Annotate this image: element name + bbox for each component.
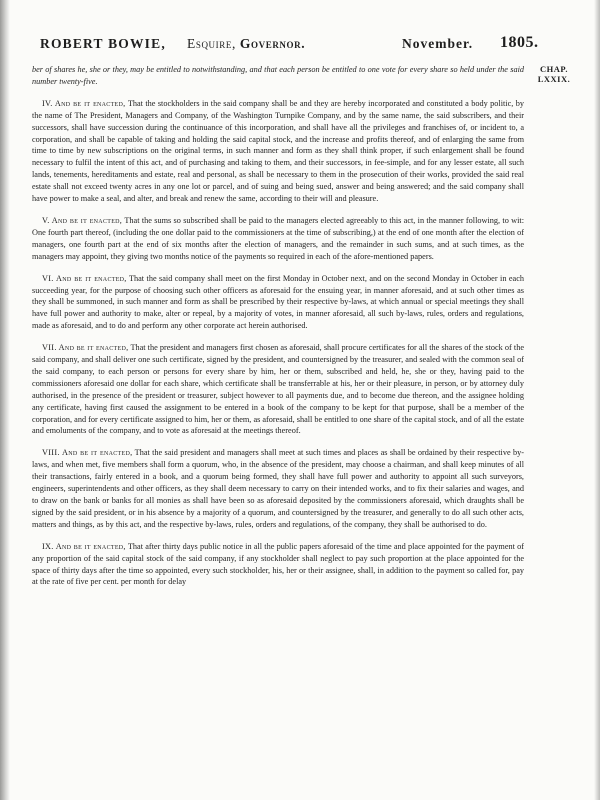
chapter-number: LXXIX. — [537, 74, 571, 84]
paragraph-section-v — [32, 215, 524, 263]
paragraph-text: That the president and managers first chosen as aforesaid, shall procure certificates for all the shares of the stock of the said company, and shall deliver one such certificate, signed by the president, and countersigned by the treasurer, and sealed with the common seal of the said company, to each person or persons for every share by him, her or them, subscribed and held, he, she or they, having paid to the commissioners aforesaid one dollar for each share, which certificate shall be transferrable at his, her or their pleasure, in person, or by attorney duly authorised, in the presence of the president or treasurer, subject however to all payments due, and to become due thereon, and the assignee holding any certificate, having first caused the assignment to be entered in a book of the company to be kept for that purpose, shall be a member of the corporation, and for every certificate assigned to him, her or them, as aforesaid, shall be entitled to one share of the capital stock, and of all the estate and emoluments of the company, and to vote as aforesaid at the meetings thereof. — [32, 343, 524, 436]
section-heading: VI. And be it enacted, — [42, 273, 127, 283]
header-esquire: Esquire, — [187, 36, 236, 51]
paragraph-text: That the sums so subscribed shall be paid to the managers elected agreeably to this act, in the manner following, to wit: One fourth part thereof, (including the one dollar paid to the commissioners at the time of subscribing,) at the end of one month after the election of managers, one fourth part at the end of six months after the election of managers, and the remainder in such sums, and at such times, as the managers may appoint, they giving two months notice of the payments so required in each of the afore-mentioned papers. — [32, 215, 524, 261]
paragraph-section-vii — [32, 342, 524, 437]
header-title — [187, 36, 305, 52]
chapter-sidenote — [529, 64, 579, 84]
paragraph-section-iv — [32, 98, 524, 205]
paragraph-text: That the stockholders in the said company shall be and they are hereby incorporated and constituted a body politic, by the name of The President, Managers and Company, of the Washington Turnpike Company, and by the same name, the said subscribers, and their successors, shall have succession during the continuance of this incorporation, and shall have all the privileges and franchises of, or incident to, a corporation, and shall be capable of taking and holding the said capital stock, and the increase and profits thereof, and of enlarging the same from time to time by new subscriptions on the original terms, in such manner and form as they shall think proper, if such enlargement shall be found necessary to fulfil the intent of this act, and of purchasing and taking to them, and their successors, in fee-simple, and for any lesser estate, all such lands, tenements, hereditaments and estate, real and personal, as shall be necessary to them in the prosecution of their works, provided the said real estate shall not exceed twenty acres in any one lot or parcel, and of suing and being sued, answer and being answered; and the said company shall have power to make a seal, and alter, and break and renew the same, according to their will and pleasure. — [32, 98, 524, 204]
section-heading: VII. And be it enacted, — [42, 343, 129, 353]
paragraph-section-vi — [32, 273, 524, 333]
header-name: ROBERT BOWIE, — [40, 36, 166, 51]
header-governor: Governor. — [239, 36, 306, 51]
paragraph-section-viii — [32, 447, 524, 530]
page-edge-shadow — [594, 0, 600, 800]
paragraph-continuation — [32, 64, 524, 88]
header-year: 1805. — [500, 34, 539, 51]
section-heading: V. And be it enacted, — [42, 215, 123, 225]
paragraph-text: That the said president and managers shall meet at such times and places as shall be ordained by their respective by-laws, and when met, five members shall form a quorum, who, in the absence of the president, may choose a chairman, and shall keep minutes of all their transactions, fairly entered in a book, and a quorum being formed, they shall have full power and authority to appoint all such surveyors, engineers, superintendents and other officers, as they shall deem necessary to carry on their intended works, and to fix their salaries and wages, and to draw on the bank or banks for all monies as shall have been so as aforesaid deposited by the commissioners aforesaid, which draughts shall be signed by the said president, or in his absence by a majority of a quorum, and countersigned by the treasurer, and generally to do all such other acts, matters and things, as by this act, and the respective by-laws, rules, orders and regulations, of the company, they shall be authorised to do. — [32, 448, 524, 529]
section-heading: VIII. And be it enacted, — [42, 448, 133, 458]
paragraph-section-ix — [32, 541, 524, 589]
section-heading: IX. And be it enacted, — [42, 541, 126, 551]
running-header — [22, 36, 577, 58]
page-gutter-shadow — [0, 0, 10, 800]
section-heading: IV. And be it enacted, — [42, 98, 126, 108]
paragraph-text: That the said company shall meet on the first Monday in October next, and on the second Monday in October in each succeeding year, for the purpose of choosing such other officers as aforesaid for the ensuing year, in manner aforesaid, and at such other times as they shall be summoned, in such manner and form as shall be prescribed by their respective by-laws, at which annual or special meetings they shall have full power and authority to make, alter or repeal, by a majority of votes, in manner aforesaid, all such by-laws, rules, orders and regulations, made as aforesaid, and to do and perform any other corporate act herein authorised. — [32, 273, 524, 331]
header-month: November. — [402, 36, 474, 51]
paragraph-text: That after thirty days public notice in all the public papers aforesaid of the time and place appointed for the payment of any proportion of the said capital stock of the said company, if any stockholder shall neglect to pay such proportion at the place appointed for the space of thirty days after the time so appointed, every such stockholder, his, her or their assignee, shall, in addition to the payment so called for, pay at the rate of five per cent. per month for delay — [32, 541, 524, 587]
paragraph-text: ber of shares he, she or they, may be entitled to notwithstanding, and that each person be entitled to one vote for every share so held under the said number twenty-five. — [32, 65, 524, 86]
body-text — [32, 64, 524, 598]
chapter-label: CHAP. — [540, 64, 568, 74]
